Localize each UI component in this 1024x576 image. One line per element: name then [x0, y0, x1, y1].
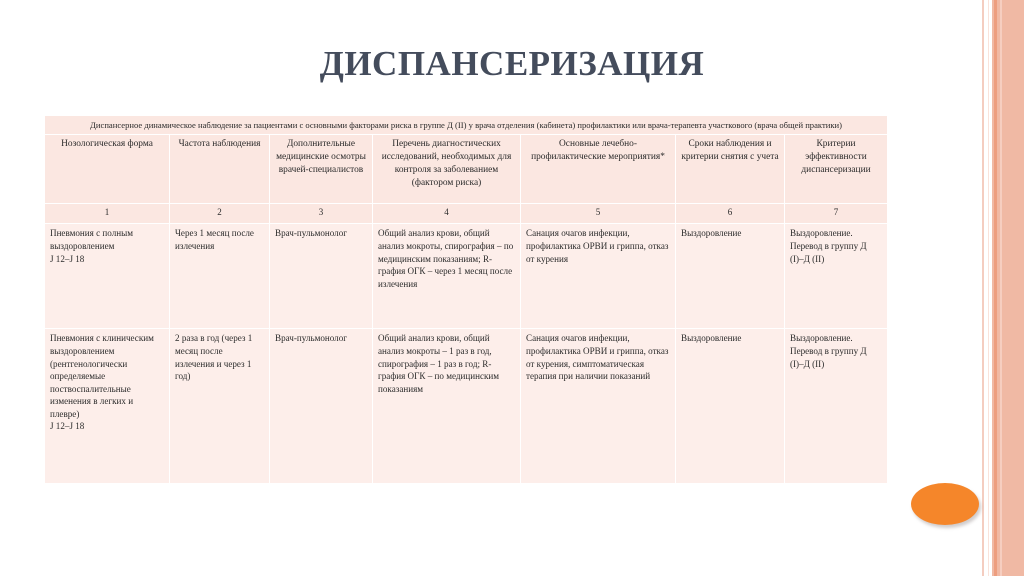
table-header-row	[45, 135, 888, 204]
cell-investigations: Общий анализ крови, общий анализ мокроты, спирография – по медицинским показаниям; R-графия ОГК – через 1 месяц после излечения	[373, 224, 521, 329]
cell-measures: Санация очагов инфекции, профилактика ОРВИ и гриппа, отказ от курения	[521, 224, 676, 329]
column-header-investigations: Перечень диагностических исследований, необходимых для контроля за заболеванием (фактором риска)	[373, 135, 521, 204]
column-number-3: 3	[270, 204, 373, 224]
cell-investigations: Общий анализ крови, общий анализ мокроты – 1 раз в год, спирография – 1 раз в год; R-графия ОГК – по медицинским показаниям	[373, 329, 521, 484]
edge-stripe-thin-secondary	[988, 0, 989, 576]
table-column-number-row	[45, 204, 888, 224]
column-number-4: 4	[373, 204, 521, 224]
column-number-7: 7	[785, 204, 888, 224]
cell-nosology: Пневмония с клиническим выздоровлением (рентгенологически определяемые поствоспалительные изменения в легких и плевре) J 12–J 18	[45, 329, 170, 484]
cell-nosology: Пневмония с полным выздоровлением J 12–J 18	[45, 224, 170, 329]
cell-criteria: Выздоровление. Перевод в группу Д (I)–Д (II)	[785, 224, 888, 329]
column-header-terms: Сроки наблюдения и критерии снятия с учета	[676, 135, 785, 204]
table-banner-text: Диспансерное динамическое наблюдение за пациентами с основными факторами риска в группе Д (II) у врача отделения (кабинета) профилактики или врача-терапевта участкового (врача общей практики)	[45, 116, 888, 135]
column-header-nosology: Нозологическая форма	[45, 135, 170, 204]
column-header-measures: Основные лечебно-профилактические мероприятия*	[521, 135, 676, 204]
dispensary-table	[44, 115, 888, 484]
cell-frequency: Через 1 месяц после излечения	[170, 224, 270, 329]
edge-stripe-thin	[982, 0, 984, 576]
page-title: ДИСПАНСЕРИЗАЦИЯ	[319, 44, 705, 83]
cell-terms: Выздоровление	[676, 224, 785, 329]
table-row	[45, 329, 888, 484]
cell-terms: Выздоровление	[676, 329, 785, 484]
cell-measures: Санация очагов инфекции, профилактика ОРВИ и гриппа, отказ от курения, симптоматическая терапия при наличии показаний	[521, 329, 676, 484]
cell-specialists: Врач-пульмонолог	[270, 329, 373, 484]
column-header-criteria: Критерии эффективности диспансеризации	[785, 135, 888, 204]
table-banner-row	[45, 116, 888, 135]
column-number-1: 1	[45, 204, 170, 224]
orange-ellipse-decoration	[911, 483, 979, 525]
column-header-specialists: Дополнительные медицинские осмотры врачей-специалистов	[270, 135, 373, 204]
column-number-6: 6	[676, 204, 785, 224]
column-header-frequency: Частота наблюдения	[170, 135, 270, 204]
column-number-2: 2	[170, 204, 270, 224]
cell-frequency: 2 раза в год (через 1 месяц после излечения и через 1 год)	[170, 329, 270, 484]
cell-criteria: Выздоровление. Перевод в группу Д (I)–Д (II)	[785, 329, 888, 484]
column-number-5: 5	[521, 204, 676, 224]
table-row	[45, 224, 888, 329]
dispensary-table-container	[44, 115, 887, 484]
cell-specialists: Врач-пульмонолог	[270, 224, 373, 329]
edge-band-accent	[994, 0, 997, 576]
edge-band-accent-light	[1000, 0, 1002, 576]
